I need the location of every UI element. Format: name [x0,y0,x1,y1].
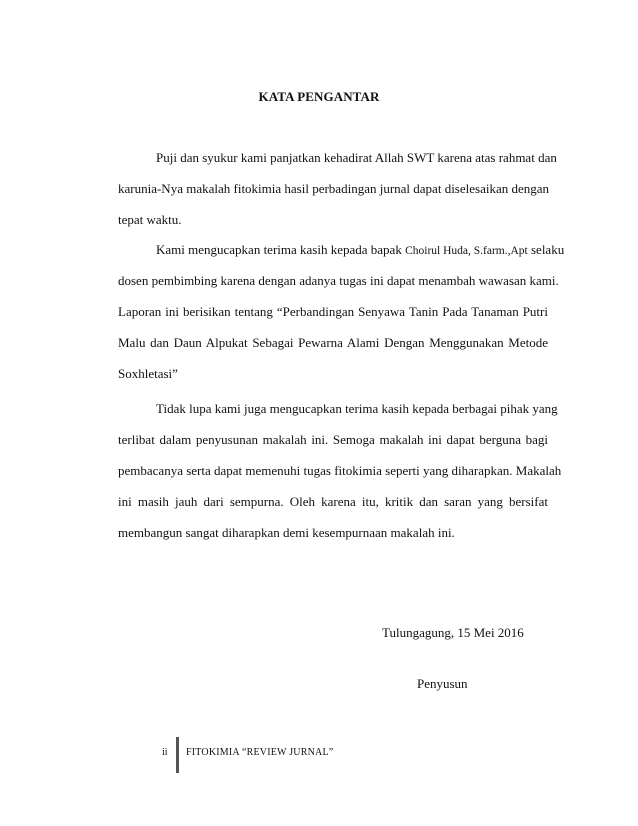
author-label: Penyusun [417,676,468,691]
paragraph-2-line-1 [118,241,565,259]
paragraph-3 [118,400,562,540]
paragraph-2-line-1-pre: Kami mengucapkan terima kasih kepada bapak [156,242,406,257]
running-title: FITOKIMIA “REVIEW JURNAL” [186,747,334,758]
paragraph-2-line-1-post: selaku [527,242,565,257]
paragraph-1-line-3: tepat waktu. [118,212,182,227]
paragraph-2-line-5: Soxhletasi” [118,366,178,381]
footer-divider [176,737,179,773]
paragraph-1 [118,149,557,227]
paragraph-2-line-4: Malu dan Daun Alpukat Sebagai Pewarna Alami Dengan Menggunakan Metode [118,335,548,350]
paragraph-3-line-3: pembacanya serta dapat memenuhi tugas fitokimia seperti yang diharapkan. Makalah [118,463,562,478]
paragraph-2-line-3: Laporan ini berisikan tentang “Perbandingan Senyawa Tanin Pada Tanaman Putri [118,304,548,319]
paragraph-1-line-2: karunia-Nya makalah fitokimia hasil perbadingan jurnal dapat diselesaikan dengan [118,181,550,196]
paragraph-2-line-2: dosen pembimbing karena dengan adanya tugas ini dapat menambah wawasan kami. [118,273,559,288]
paragraph-3-line-2: terlibat dalam penyusunan makalah ini. Semoga makalah ini dapat berguna bagi [118,432,548,447]
paragraph-2 [118,241,565,381]
page-title: KATA PENGANTAR [258,89,380,104]
paragraph-3-line-4: ini masih jauh dari sempurna. Oleh karena itu, kritik dan saran yang bersifat [118,494,548,509]
paragraph-3-line-1: Tidak lupa kami juga mengucapkan terima kasih kepada berbagai pihak yang [156,401,558,416]
paragraph-3-line-5: membangun sangat diharapkan demi kesempurnaan makalah ini. [118,525,455,540]
lecturer-name: Choirul Huda, S.farm.,Apt [405,245,528,257]
page-number: ii [162,747,168,758]
place-date: Tulungagung, 15 Mei 2016 [382,625,524,640]
paragraph-1-line-1: Puji dan syukur kami panjatkan kehadirat Allah SWT karena atas rahmat dan [156,150,557,165]
